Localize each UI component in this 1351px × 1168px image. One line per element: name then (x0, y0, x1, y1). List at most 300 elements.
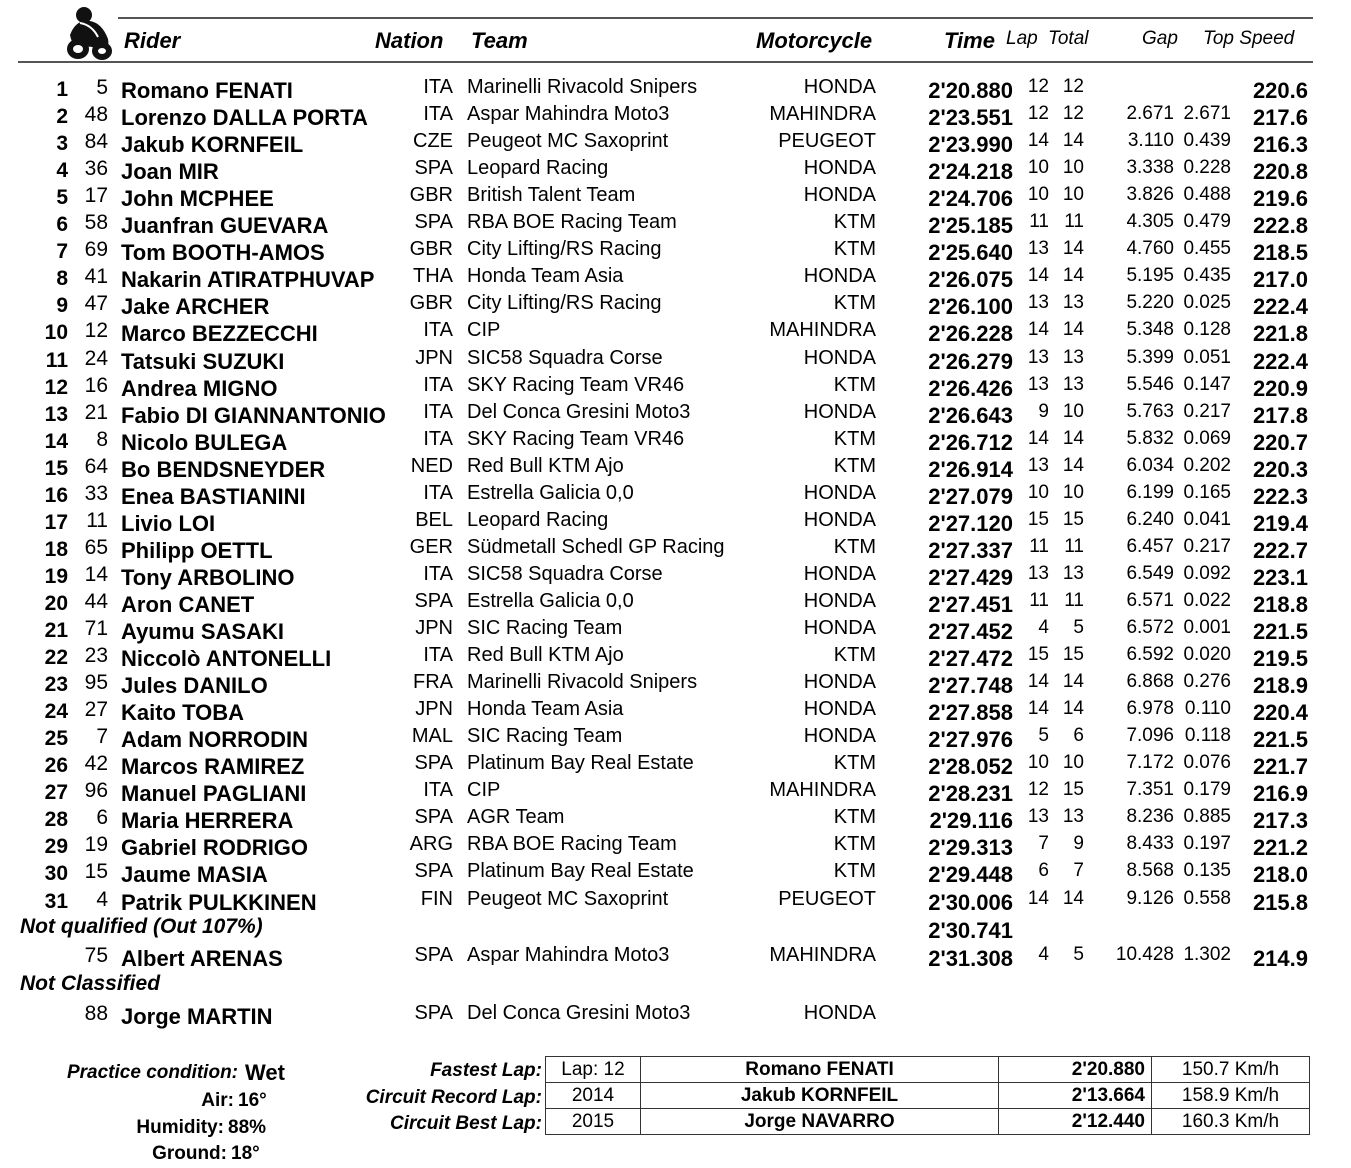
lap-ref: 2015 (546, 1109, 641, 1135)
rider-name: Manuel PAGLIANI (121, 781, 307, 807)
rider-lap: 14 (1027, 427, 1049, 449)
rider-number: 8 (96, 427, 108, 451)
rider-gap: 6.034 (1126, 454, 1174, 476)
rider-motorcycle: MAHINDRA (769, 779, 876, 802)
rider-motorcycle: HONDA (803, 157, 876, 180)
rider-top-speed: 221.8 (1252, 321, 1308, 347)
rider-motorcycle: HONDA (803, 481, 876, 504)
cutoff-time: 2'30.741 (928, 918, 1013, 943)
lap-time: 2'20.880 (999, 1057, 1152, 1083)
rider-name: Jaume MASIA (121, 862, 268, 888)
rider-total: 9 (1073, 833, 1084, 855)
table-row (0, 860, 1351, 887)
rider-gap: 6.978 (1126, 698, 1174, 720)
rider-gap-prev: 0.020 (1183, 644, 1231, 666)
rider-nation: ITA (423, 400, 453, 423)
rider-number: 71 (84, 617, 108, 640)
rider-total: 14 (1062, 130, 1084, 152)
rider-number: 95 (84, 671, 108, 695)
rider-team: RBA BOE Racing Team (467, 833, 677, 856)
rider-motorcycle: HONDA (803, 589, 876, 612)
rider-motorcycle: HONDA (803, 698, 876, 721)
rider-total: 13 (1062, 292, 1084, 314)
rider-name: Juanfran GUEVARA (121, 213, 329, 239)
table-row (0, 428, 1351, 455)
rider-nation: SPA (414, 1002, 453, 1024)
rider-top-speed: 220.6 (1252, 78, 1308, 103)
rider-position: 22 (44, 646, 68, 670)
rider-team: SIC58 Squadra Corse (467, 346, 663, 369)
rider-number: 21 (84, 400, 108, 424)
rider-name: Jules DANILO (121, 673, 268, 699)
rider-lap: 15 (1027, 644, 1049, 666)
rider-lap: 14 (1027, 319, 1049, 341)
rider-motorcycle: KTM (833, 644, 876, 667)
rider-team: Leopard Racing (467, 508, 609, 531)
rider-position: 6 (56, 213, 68, 237)
rider-top-speed: 218.0 (1252, 862, 1308, 888)
rider-lap: 11 (1029, 211, 1049, 233)
rider-gap: 6.240 (1126, 508, 1174, 530)
rider-gap-prev: 0.165 (1183, 481, 1231, 503)
rider-motorcycle: KTM (833, 211, 876, 234)
table-row (0, 779, 1351, 806)
rider-gap-prev: 0.022 (1183, 589, 1231, 611)
rider-name: Tony ARBOLINO (121, 564, 295, 590)
rider-gap: 6.868 (1126, 671, 1174, 693)
rider-position: 24 (44, 700, 68, 724)
motorcycle-rider-logo-icon (62, 5, 118, 61)
rider-lap: 12 (1027, 103, 1049, 125)
rider-motorcycle: HONDA (803, 508, 876, 531)
rider-team: Leopard Racing (467, 157, 609, 180)
rider-number: 69 (84, 238, 108, 262)
rider-gap: 8.568 (1126, 860, 1174, 882)
rider-top-speed: 220.3 (1252, 456, 1308, 482)
rider-number: 84 (84, 130, 108, 154)
lap-time: 2'12.440 (999, 1109, 1152, 1135)
rider-gap: 4.760 (1126, 238, 1174, 260)
rider-time: 2'20.880 (928, 78, 1013, 103)
lap-records-table (545, 1056, 1310, 1135)
table-row (0, 292, 1351, 319)
rider-team: City Lifting/RS Racing (467, 238, 662, 261)
rider-team: Südmetall Schedl GP Racing (467, 535, 725, 558)
rider-time: 2'24.706 (928, 186, 1013, 212)
lap-ref: 2014 (546, 1083, 641, 1109)
rider-position: 8 (56, 267, 68, 291)
rider-number: 15 (84, 860, 108, 884)
table-row (0, 401, 1351, 428)
header-lap: Lap (1006, 28, 1038, 49)
rider-position: 15 (44, 456, 68, 480)
rider-top-speed: 218.9 (1252, 673, 1308, 699)
rider-gap: 7.351 (1126, 779, 1174, 801)
rider-position: 10 (44, 321, 68, 345)
rider-time: 2'26.426 (928, 375, 1013, 401)
rider-motorcycle: KTM (833, 454, 876, 477)
rider-nation: CZE (413, 130, 453, 153)
rider-time: 2'25.640 (928, 240, 1013, 266)
rider-time: 2'26.712 (928, 429, 1013, 455)
rider-team: Red Bull KTM Ajo (467, 644, 624, 667)
rider-time: 2'27.337 (928, 537, 1013, 563)
rider-team: SIC Racing Team (467, 725, 623, 748)
rider-nation: JPN (415, 698, 453, 721)
rider-time: 2'27.079 (928, 483, 1013, 509)
rider-motorcycle: KTM (833, 373, 876, 396)
header-time: Time (944, 28, 995, 53)
rider-total: 11 (1064, 211, 1084, 233)
rider-name: Jakub KORNFEIL (121, 132, 304, 158)
rider-motorcycle: HONDA (803, 184, 876, 207)
rider-lap: 13 (1027, 238, 1049, 260)
rider-number: 36 (84, 157, 108, 181)
rider-top-speed: 216.9 (1252, 781, 1308, 807)
rider-nation: ITA (423, 481, 453, 504)
rider-lap: 4 (1038, 617, 1049, 638)
rider-top-speed: 217.0 (1252, 267, 1308, 293)
rider-top-speed: 221.5 (1252, 619, 1308, 644)
rider-top-speed: 214.9 (1252, 946, 1308, 971)
rider-number: 4 (96, 887, 108, 911)
rider-lap: 13 (1027, 806, 1049, 828)
table-row (0, 644, 1351, 671)
rider-gap-prev: 0.228 (1183, 157, 1231, 179)
rider-name: Romano FENATI (121, 78, 293, 103)
rider-gap-prev: 0.147 (1183, 373, 1231, 395)
rider-position: 12 (44, 375, 68, 399)
rider-lap: 11 (1029, 589, 1049, 611)
rider-total: 12 (1062, 103, 1084, 125)
rider-name: Bo BENDSNEYDER (121, 456, 326, 482)
rider-name: Livio LOI (121, 510, 216, 536)
rider-motorcycle: KTM (833, 860, 876, 883)
rider-position: 2 (56, 105, 68, 129)
rider-gap: 5.832 (1126, 427, 1174, 449)
rider-position: 30 (44, 862, 68, 886)
rider-total: 7 (1073, 860, 1084, 882)
rider-motorcycle: KTM (833, 806, 876, 829)
table-row (0, 752, 1351, 779)
rider-motorcycle: HONDA (803, 346, 876, 369)
rider-top-speed: 220.9 (1252, 375, 1308, 401)
rider-name: Tom BOOTH-AMOS (121, 240, 325, 266)
circuit-best-lap-label: Circuit Best Lap: (389, 1113, 542, 1134)
not-classified-label: Not Classified (20, 972, 161, 995)
rider-total: 15 (1062, 779, 1084, 801)
rider-position: 4 (56, 159, 68, 183)
rider-name: Gabriel RODRIGO (121, 835, 309, 861)
rider-position: 3 (56, 132, 68, 156)
rider-gap-prev: 0.025 (1183, 292, 1231, 314)
rider-gap: 5.220 (1126, 292, 1174, 314)
rider-gap-prev: 0.217 (1183, 535, 1231, 557)
rider-gap-prev: 0.217 (1183, 400, 1231, 422)
rider-total: 14 (1062, 319, 1084, 341)
rider-position: 25 (44, 727, 68, 751)
rider-lap: 14 (1027, 698, 1049, 720)
humidity-value: 88% (228, 1117, 267, 1138)
rider-gap-prev: 0.069 (1183, 427, 1231, 449)
rider-total: 14 (1062, 698, 1084, 720)
rider-gap-prev: 0.051 (1183, 346, 1231, 368)
table-row (0, 184, 1351, 211)
rider-nation: GBR (409, 184, 453, 207)
rider-gap: 6.549 (1126, 562, 1174, 584)
rider-total: 14 (1062, 671, 1084, 693)
rider-name: Enea BASTIANINI (121, 483, 306, 509)
rider-gap-prev: 0.076 (1183, 752, 1231, 774)
rider-gap: 6.457 (1126, 535, 1174, 557)
rider-lap: 6 (1038, 860, 1049, 882)
table-row (0, 374, 1351, 401)
header-top-speed: Top Speed (1203, 28, 1295, 49)
table-row (0, 76, 1351, 103)
rider-time: 2'26.100 (928, 294, 1013, 320)
lap-time: 2'13.664 (999, 1083, 1152, 1109)
rider-gap-prev: 2.671 (1183, 103, 1231, 125)
rider-team: Red Bull KTM Ajo (467, 454, 624, 477)
rider-team: Peugeot MC Saxoprint (467, 130, 669, 153)
rider-name: Marcos RAMIREZ (121, 754, 305, 780)
rider-top-speed: 215.8 (1252, 889, 1308, 915)
table-row (0, 888, 1351, 915)
rider-number: 14 (84, 562, 108, 586)
rider-gap-prev: 0.479 (1183, 211, 1231, 233)
lap-speed: 150.7 Km/h (1152, 1057, 1310, 1083)
rider-gap: 3.110 (1127, 130, 1174, 152)
rider-nation: SPA (414, 157, 453, 180)
table-row (0, 157, 1351, 184)
rider-number: 47 (84, 292, 108, 316)
humidity-label: Humidity: (136, 1117, 224, 1138)
rider-nation: JPN (415, 346, 453, 369)
table-row (0, 725, 1351, 752)
rider-position: 31 (44, 889, 68, 913)
fastest-lap-row (546, 1057, 1310, 1083)
rider-nation: ITA (423, 562, 453, 585)
rider-number: 17 (84, 184, 108, 208)
rider-number: 96 (84, 779, 108, 803)
rider-motorcycle: HONDA (803, 725, 876, 748)
rider-nation: BEL (415, 508, 453, 531)
rider-top-speed: 222.8 (1252, 213, 1308, 239)
rider-number: 19 (84, 833, 108, 857)
rider-total: 14 (1062, 454, 1084, 476)
rider-lap: 5 (1038, 725, 1049, 747)
rider-team: SIC Racing Team (467, 617, 623, 639)
rider-team: SKY Racing Team VR46 (467, 427, 685, 450)
rider-nation: SPA (414, 806, 453, 829)
rider-gap: 7.172 (1126, 752, 1174, 774)
rider-nation: ITA (423, 319, 453, 342)
rider-lap: 10 (1027, 752, 1049, 774)
lap-rider: Jakub KORNFEIL (641, 1083, 999, 1109)
header-total: Total (1048, 28, 1089, 49)
rider-position: 7 (56, 240, 68, 264)
table-row (0, 617, 1351, 644)
rider-motorcycle: MAHINDRA (769, 103, 876, 126)
rider-team: CIP (467, 779, 501, 802)
rider-team: Aspar Mahindra Moto3 (467, 944, 670, 966)
rider-name: Aron CANET (121, 591, 255, 617)
rider-time: 2'23.990 (928, 132, 1013, 158)
rider-number: 48 (84, 103, 108, 127)
rider-position: 19 (44, 564, 68, 588)
rider-number: 11 (86, 508, 108, 532)
rider-position: 29 (44, 835, 68, 859)
rider-name: Joan MIR (121, 159, 219, 185)
rider-number: 65 (84, 535, 108, 559)
rider-gap: 9.126 (1126, 887, 1174, 909)
rider-time: 2'28.231 (928, 781, 1013, 807)
rider-name: Ayumu SASAKI (121, 619, 284, 644)
rider-motorcycle: HONDA (803, 265, 876, 288)
rider-nation: GBR (409, 292, 453, 315)
rider-name: John MCPHEE (121, 186, 274, 212)
header-top-rule (118, 17, 1313, 19)
lap-ref: Lap: 12 (546, 1057, 641, 1083)
rider-team: Peugeot MC Saxoprint (467, 887, 669, 910)
rider-nation: GBR (409, 238, 453, 261)
rider-time: 2'26.643 (928, 402, 1013, 428)
rider-nation: THA (413, 265, 453, 288)
rider-position: 17 (44, 510, 68, 534)
table-row (0, 265, 1351, 292)
rider-time: 2'26.228 (928, 321, 1013, 347)
rider-motorcycle: HONDA (803, 562, 876, 585)
rider-top-speed: 221.5 (1252, 727, 1308, 753)
rider-gap-prev: 0.558 (1183, 887, 1231, 909)
rider-motorcycle: HONDA (803, 671, 876, 694)
rider-number: 41 (84, 265, 108, 289)
rider-total: 15 (1062, 508, 1084, 530)
rider-time: 2'23.551 (928, 105, 1013, 131)
rider-team: Del Conca Gresini Moto3 (467, 1002, 691, 1024)
rider-position: 23 (44, 673, 68, 697)
rider-nation: ITA (423, 427, 453, 450)
rider-position: 21 (44, 619, 68, 642)
rider-number: 24 (84, 346, 108, 370)
rider-lap: 7 (1038, 833, 1049, 855)
rider-motorcycle: KTM (833, 752, 876, 775)
rider-name: Nicolo BULEGA (121, 429, 288, 455)
rider-time: 2'27.748 (928, 673, 1013, 699)
rider-number: 16 (84, 373, 108, 397)
rider-top-speed: 222.4 (1252, 294, 1308, 320)
table-row (0, 833, 1351, 860)
rider-gap-prev: 0.118 (1184, 725, 1231, 747)
rider-position: 16 (44, 483, 68, 507)
rider-motorcycle: HONDA (803, 1002, 876, 1024)
rider-lap: 12 (1027, 76, 1049, 97)
rider-total: 13 (1062, 346, 1084, 368)
air-value: 16° (238, 1090, 267, 1111)
rider-gap-prev: 1.302 (1183, 944, 1231, 965)
rider-time: 2'27.452 (928, 619, 1013, 644)
rider-position: 9 (56, 294, 68, 318)
table-row (0, 806, 1351, 833)
rider-lap: 13 (1027, 346, 1049, 368)
rider-gap: 5.399 (1126, 346, 1174, 368)
rider-total: 6 (1073, 725, 1084, 747)
header-bottom-rule (18, 61, 1313, 63)
rider-number: 12 (84, 319, 108, 343)
rider-lap: 13 (1027, 373, 1049, 395)
rider-motorcycle: PEUGEOT (778, 130, 876, 153)
rider-time: 2'30.006 (928, 889, 1013, 915)
rider-lap: 10 (1027, 481, 1049, 503)
rider-name: Patrik PULKKINEN (121, 889, 317, 915)
rider-gap: 5.763 (1126, 400, 1174, 422)
rider-name: Tatsuki SUZUKI (121, 348, 285, 374)
table-row (0, 509, 1351, 536)
rider-gap: 6.592 (1126, 644, 1174, 666)
rider-total: 11 (1064, 535, 1084, 557)
rider-top-speed: 220.8 (1252, 159, 1308, 185)
practice-condition-label: Practice condition: (66, 1062, 238, 1083)
rider-team: Honda Team Asia (467, 265, 624, 288)
rider-motorcycle: HONDA (803, 617, 876, 639)
header-team: Team (471, 28, 528, 53)
table-row (0, 536, 1351, 563)
rider-name: Andrea MIGNO (121, 375, 278, 401)
rider-team: CIP (467, 319, 501, 342)
circuit-record-lap-label: Circuit Record Lap: (365, 1087, 542, 1108)
ground-value: 18° (231, 1143, 260, 1164)
rider-motorcycle: HONDA (803, 76, 876, 98)
rider-lap: 14 (1027, 887, 1049, 909)
header-motorcycle: Motorcycle (756, 28, 873, 53)
header-gap: Gap (1142, 28, 1178, 49)
rider-gap-prev: 0.135 (1183, 860, 1231, 882)
rider-nation: SPA (414, 211, 453, 234)
rider-total: 12 (1062, 76, 1084, 97)
rider-total: 10 (1062, 184, 1084, 206)
rider-nation: ITA (423, 644, 453, 667)
rider-team: Estrella Galicia 0,0 (467, 589, 634, 612)
rider-gap: 7.096 (1126, 725, 1174, 747)
rider-total: 10 (1062, 157, 1084, 179)
rider-number: 88 (84, 1002, 108, 1025)
rider-nation: GER (409, 535, 453, 558)
rider-team: Del Conca Gresini Moto3 (467, 400, 691, 423)
rider-nation: SPA (414, 589, 453, 612)
rider-number: 58 (84, 211, 108, 235)
rider-position: 27 (44, 781, 68, 805)
table-row (0, 944, 1351, 971)
rider-top-speed: 217.8 (1252, 402, 1308, 428)
rider-team: Platinum Bay Real Estate (467, 752, 694, 775)
rider-gap: 8.236 (1126, 806, 1174, 828)
rider-nation: ITA (423, 373, 453, 396)
rider-total: 14 (1062, 238, 1084, 260)
rider-lap: 10 (1027, 157, 1049, 179)
rider-total: 11 (1064, 589, 1084, 611)
rider-nation: SPA (414, 860, 453, 883)
rider-gap-prev: 0.179 (1183, 779, 1231, 801)
rider-team: Marinelli Rivacold Snipers (467, 76, 698, 98)
header-rider: Rider (124, 28, 181, 53)
rider-name: Fabio DI GIANNANTONIO (121, 402, 386, 428)
rider-gap-prev: 0.488 (1183, 184, 1231, 206)
rider-position: 18 (44, 537, 68, 561)
rider-gap-prev: 0.455 (1183, 238, 1231, 260)
rider-name: Adam NORRODIN (121, 727, 309, 753)
rider-team: British Talent Team (467, 184, 636, 207)
rider-time: 2'27.429 (928, 564, 1013, 590)
